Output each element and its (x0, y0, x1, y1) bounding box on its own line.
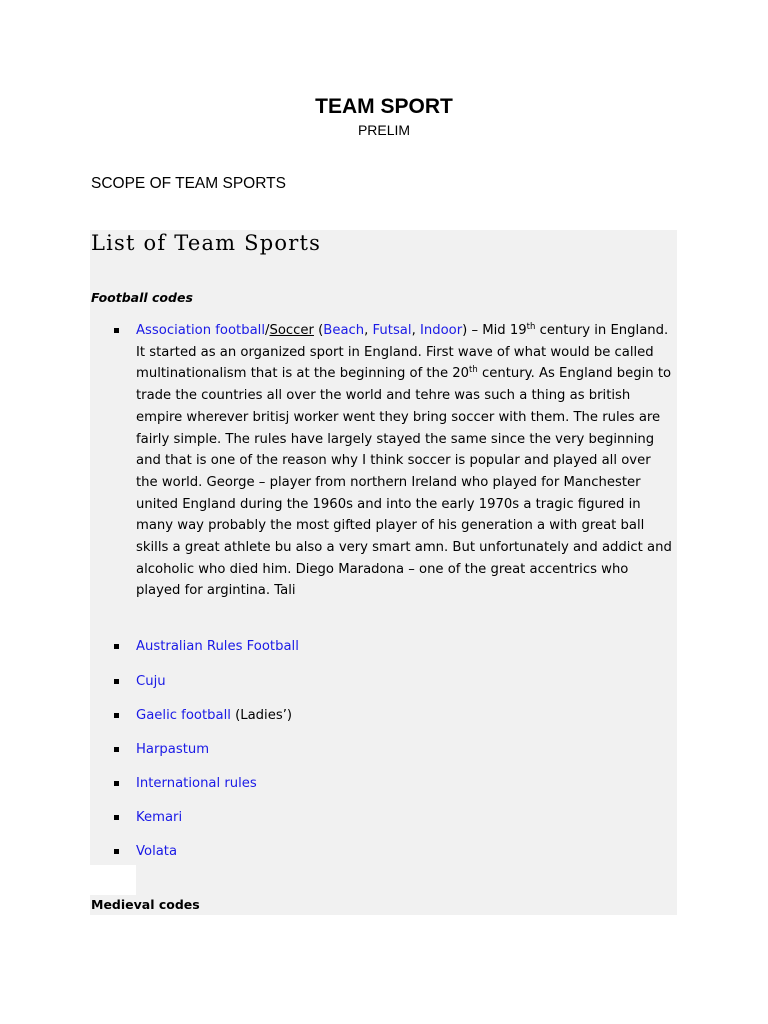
description-text: century in England. It started as an organized sport in England. First wave of what would be called multinationalism that is at the beginning of the 20 (136, 323, 669, 382)
list-item-cuju (136, 671, 676, 693)
comma-text: , (364, 323, 373, 338)
kemari-link[interactable]: Kemari (136, 810, 183, 825)
indoor-link[interactable]: Indoor (419, 323, 463, 338)
bullet-icon (114, 815, 119, 820)
list-item-gaelic-football (136, 705, 676, 727)
list-item-australian-rules (136, 636, 676, 658)
list-item-volata (136, 841, 676, 863)
gaelic-suffix-text: (Ladies’) (230, 708, 293, 723)
international-rules-link[interactable]: International rules (136, 776, 257, 791)
document-title: TEAM SPORT (315, 95, 453, 118)
section-heading: SCOPE OF TEAM SPORTS (91, 175, 286, 192)
bullet-icon (114, 679, 119, 684)
list-item-kemari (136, 807, 676, 829)
bullet-icon (114, 781, 119, 786)
bullet-icon (114, 644, 119, 649)
bullet-icon (114, 747, 119, 752)
gaelic-football-link[interactable]: Gaelic football (136, 708, 231, 723)
panel-heading: List of Team Sports (91, 231, 322, 255)
comma-text: , (411, 323, 420, 338)
bullet-icon (114, 849, 119, 854)
list-item-harpastum (136, 739, 676, 761)
document-subtitle: PRELIM (357, 122, 411, 138)
beach-link[interactable]: Beach (323, 323, 365, 338)
slash-text: / (265, 323, 270, 338)
superscript-th: th (469, 365, 478, 376)
list-item-international-rules (136, 773, 676, 795)
harpastum-link[interactable]: Harpastum (136, 742, 210, 757)
superscript-th: th (526, 322, 536, 332)
association-football-link[interactable]: Association football (136, 323, 266, 338)
australian-rules-link[interactable]: Australian Rules Football (136, 639, 299, 654)
panel-notch (90, 865, 136, 895)
paren-open-text: ( (313, 323, 324, 338)
volata-link[interactable]: Volata (136, 844, 178, 859)
bullet-icon (114, 713, 119, 718)
bullet-icon (114, 328, 119, 333)
football-codes-heading: Football codes (91, 290, 193, 305)
medieval-codes-heading: Medieval codes (91, 897, 200, 912)
description-text: century. As England begin to trade the countries all over the world and tehre was such a thing as british empire wherever britisj worker went they bring soccer with them. The rules are fairly simple. The rules have largely stayed the same since the very beginning and that is one of the reason why I think soccer is popular and played all over the world. George – player from northern Ireland who played for Manchester united England during the 1960s and into the early 1970s a tragic figured in many way probably the most gifted player of his generation a with great ball skills a great athlete bu also a very smart amn. But unfortunately and addict and alcoholic who died him. Diego Maradona – one of the great accentrics who played for argintina. Tali (136, 366, 672, 599)
futsal-link[interactable]: Futsal (372, 323, 412, 338)
soccer-link[interactable]: Soccer (269, 323, 314, 338)
list-item-association-football (136, 320, 676, 602)
description-text: ) – Mid 19 (462, 323, 527, 338)
cuju-link[interactable]: Cuju (136, 674, 166, 689)
